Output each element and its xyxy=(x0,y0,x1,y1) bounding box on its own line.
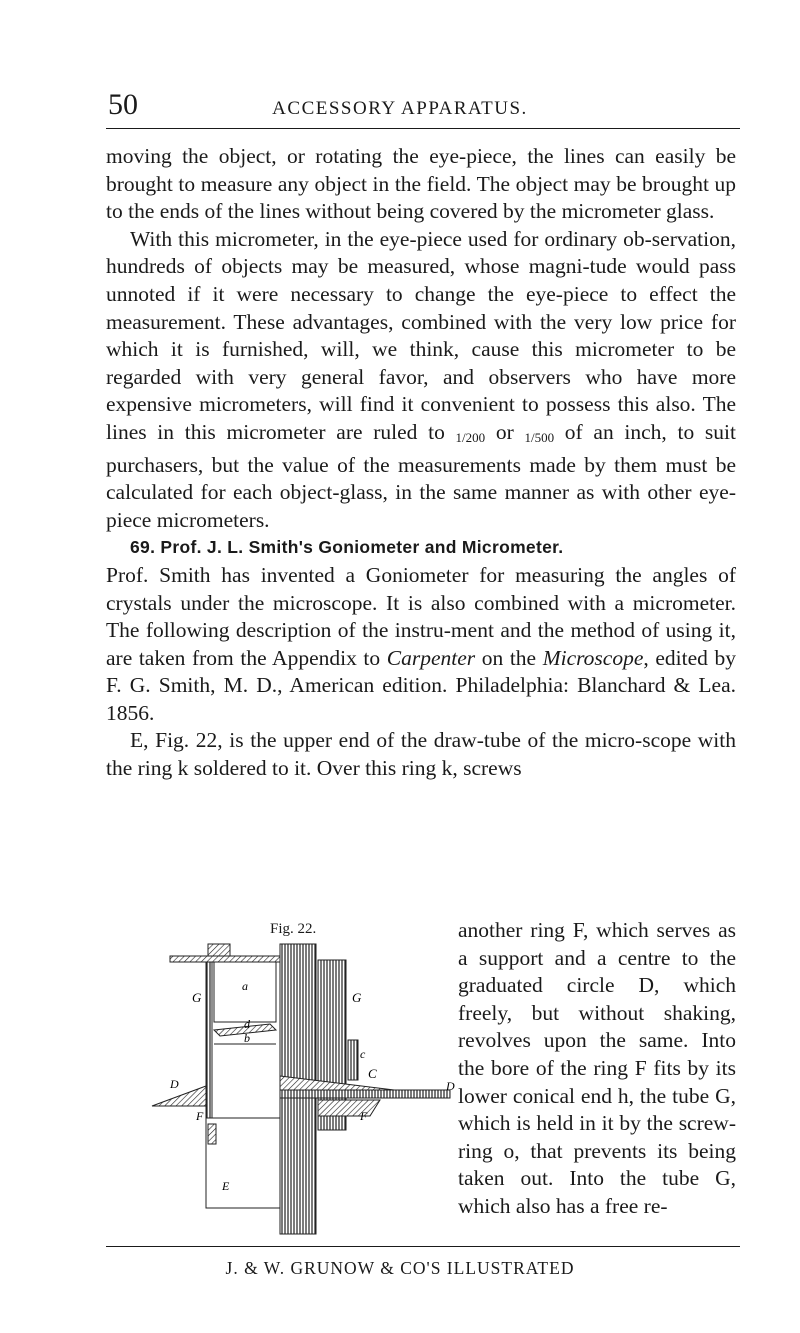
goniometer-figure xyxy=(170,940,460,1238)
paragraph-4: E, Fig. 22, is the upper end of the draw-tube of the micro-scope with the ring k soldered to it. Over this ring k, screws xyxy=(106,728,736,781)
label-g-right: G xyxy=(352,990,362,1005)
circle-d-left xyxy=(152,1086,206,1106)
paragraph-1: moving the object, or rotating the eye-piece, the lines can easily be brought to measure any object in the field. The object may be brought up to the ends of the lines without being covered by the micrometer glass. xyxy=(106,144,736,224)
label-capital-c: C xyxy=(368,1066,377,1081)
graduated-circle xyxy=(280,1090,450,1098)
label-d: d xyxy=(244,1017,250,1031)
fraction-1-200: 1/200 xyxy=(455,429,486,445)
label-d-right: D xyxy=(446,1079,455,1093)
footer-text: J. & W. GRUNOW & CO'S ILLUSTRATED xyxy=(225,1258,575,1278)
label-b: b xyxy=(244,1031,250,1045)
label-d-left: D xyxy=(170,1077,179,1091)
side-piece-c xyxy=(348,1040,358,1080)
lower-tube-e xyxy=(206,1118,280,1208)
paragraph-4-continued: another ring F, which serves as a support and a centre to the graduated circle D, which freely, but without shaking, revolves upon the same. Into the bore of the ring F fits by its lower conical end h, the tube G, which is held in it by the screw-ring o, that prevents its being taken out. Into the tube G, which also has a free re- xyxy=(458,918,736,1218)
ring-f xyxy=(318,1100,380,1116)
footer-rule xyxy=(106,1246,740,1247)
paragraph-2: With this micrometer, in the eye-piece used for ordinary ob-servation, hundreds of objects may be measured, whose magni-tude would pass unnoted if it were necessary to change the eye-piece to effect the measurement. These advantages, combined with the very low price for which it is furnished, will, we think, cause this micrometer to be regarded with very general favor, and observers who have more expensive micrometers, will find it convenient to possess this also. The lines in this micrometer are ruled to 1/200 or 1/500 of an inch, to suit purchasers, but the value of the measurements made by them must be calculated for each object-glass, in the same manner as with other eye-piece micrometers. xyxy=(106,226,736,532)
label-e: E xyxy=(222,1179,230,1193)
goniometer-illustration xyxy=(170,940,460,1238)
label-g-left: G xyxy=(192,990,202,1005)
figure-caption: Fig. 22. xyxy=(270,921,317,937)
page-number: 50 xyxy=(108,88,138,121)
body-text xyxy=(106,143,736,783)
screw-ring-o xyxy=(208,1124,216,1144)
label-a: a xyxy=(242,979,248,993)
label-f-left: F xyxy=(196,1109,204,1123)
label-c: c xyxy=(360,1047,366,1061)
section-heading: 69. Prof. J. L. Smith's Goniometer and Micrometer. xyxy=(130,537,564,558)
running-title: ACCESSORY APPARATUS. xyxy=(272,98,528,119)
upper-flange xyxy=(170,956,280,962)
wrapped-text xyxy=(458,917,736,1221)
header-rule xyxy=(106,128,740,129)
paragraph-3: Prof. Smith has invented a Goniometer for measuring the angles of crystals under the microscope. It is also combined with a micrometer. The following description of the instru-ment and the method of using it, are taken from the Appendix to Carpenter on the Microscope, edited by F. G. Smith, M. D., American edition. Philadelphia: Blanchard & Lea. 1856. xyxy=(106,562,736,725)
label-f-right: F xyxy=(360,1109,368,1123)
fraction-1-500: 1/500 xyxy=(524,429,555,445)
